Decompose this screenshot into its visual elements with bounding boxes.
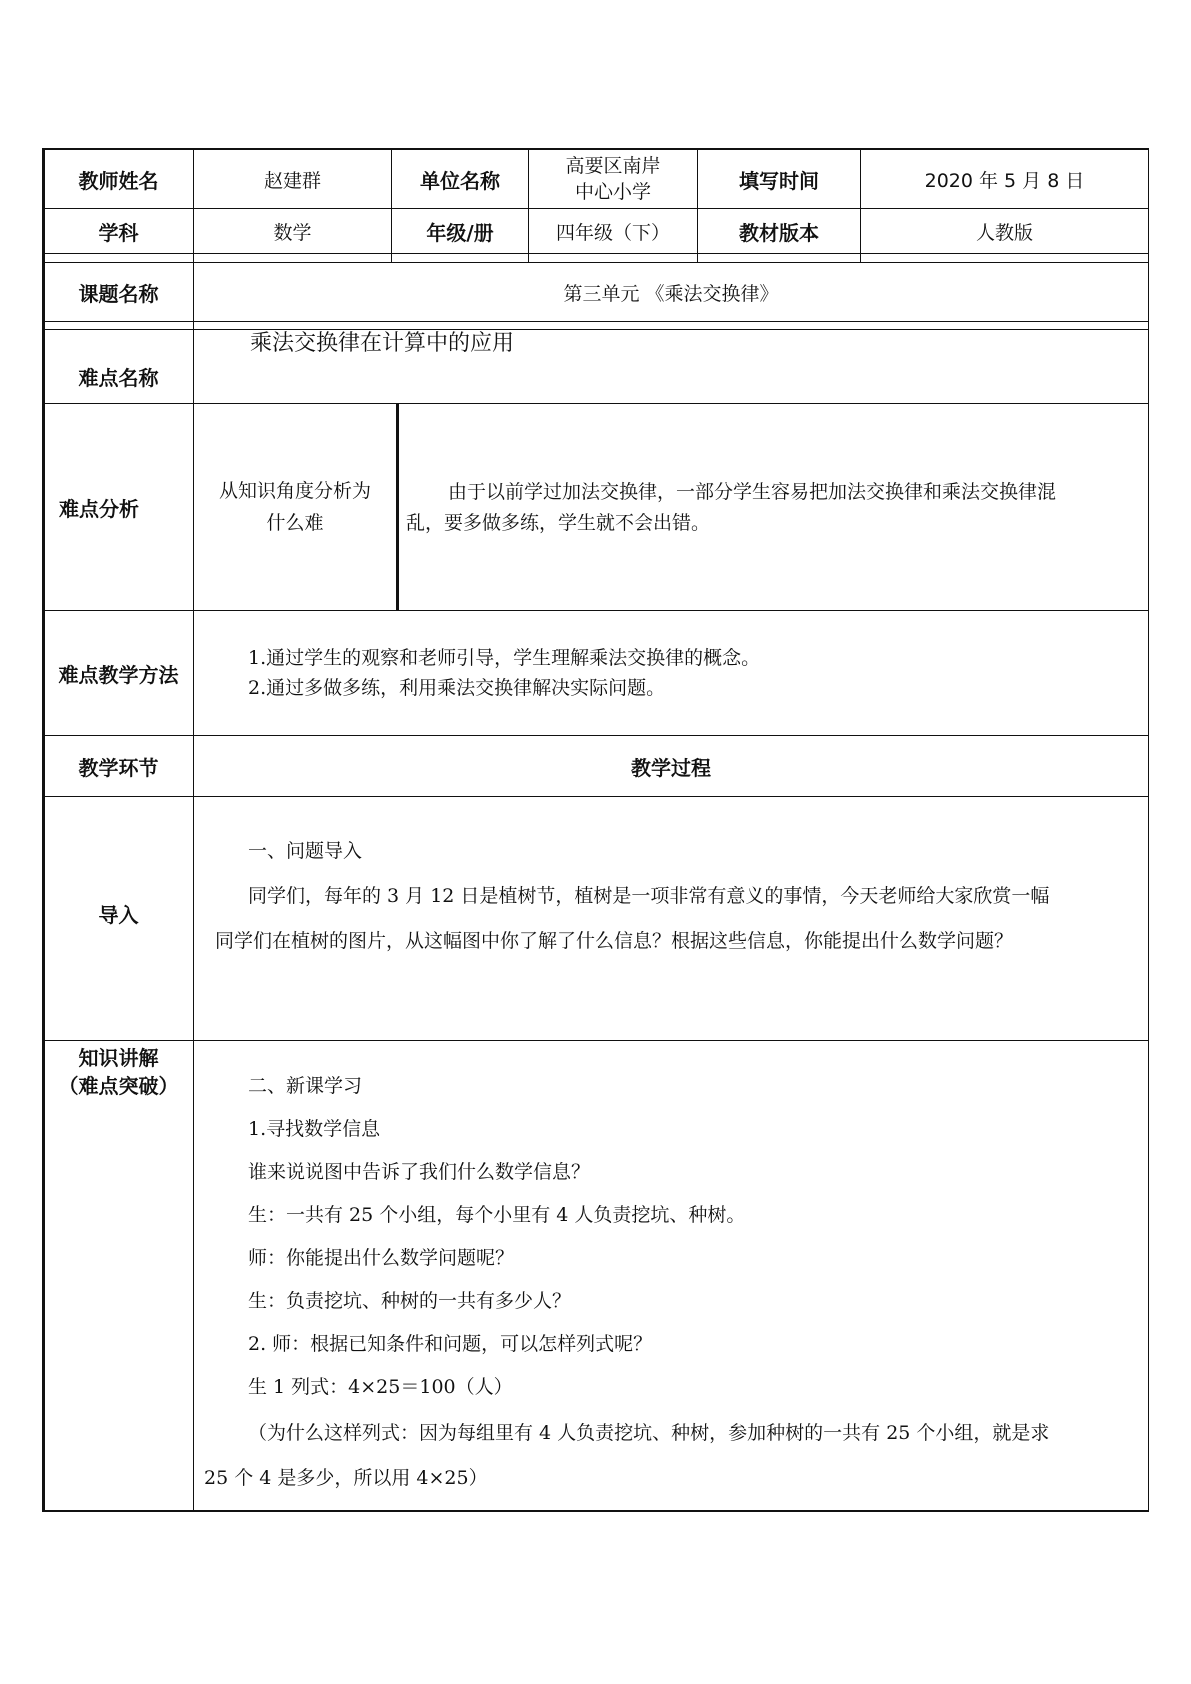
unit-name-label: 单位名称: [420, 168, 500, 193]
teacher-name-value: 赵建群: [263, 169, 321, 192]
analysis-sublabel-line1: 从知识角度分析为: [218, 480, 371, 502]
knowledge-line: 1.寻找数学信息: [248, 1118, 381, 1140]
analysis-sublabel-line2: 什么难: [266, 512, 324, 534]
intro-line1: 一、问题导入: [248, 840, 363, 862]
knowledge-line: 谁来说说图中告诉了我们什么数学信息？: [248, 1161, 591, 1183]
method-line2: 2.通过多做多练，利用乘法交换律解决实际问题。: [248, 677, 666, 699]
row-divider: [42, 1040, 1149, 1041]
knowledge-line: 生：负责挖坑、种树的一共有多少人？: [248, 1290, 572, 1312]
stage-header: 教学环节: [78, 755, 159, 780]
table-border-bottom: [42, 1510, 1149, 1512]
grade-value: 四年级（下）: [555, 221, 670, 244]
label-column-divider: [193, 148, 194, 1511]
subject-label: 学科: [98, 220, 139, 245]
knowledge-line: 2. 师：根据已知条件和问题，可以怎样列式呢？: [248, 1333, 653, 1355]
unit-name-line2: 中心小学: [574, 181, 651, 203]
unit-name-line1: 高要区南岸: [565, 155, 661, 177]
knowledge-note-line1: （为什么这样列式：因为每组里有 4 人负责挖坑、种树，参加种树的一共有 25 个小组，就是求: [248, 1422, 1050, 1444]
row-divider: [42, 321, 1149, 322]
analysis-text-line2: 乱，要多做多练，学生就不会出错。: [406, 512, 711, 534]
knowledge-line: 二、新课学习: [248, 1075, 363, 1097]
knowledge-line: 生 1 列式：4×25＝100（人）: [248, 1376, 513, 1398]
teacher-name-label: 教师姓名: [78, 168, 159, 193]
row-divider: [42, 329, 1149, 330]
topic-value: 第三单元 《乘法交换律》: [563, 282, 779, 305]
knowledge-line: 师：你能提出什么数学问题呢？: [248, 1247, 515, 1269]
process-header: 教学过程: [631, 755, 711, 780]
knowledge-line: 生：一共有 25 个小组，每个小里有 4 人负责挖坑、种树。: [248, 1204, 746, 1226]
edition-value: 人教版: [975, 221, 1033, 244]
row-divider: [42, 796, 1149, 797]
analysis-divider: [396, 403, 399, 610]
fill-date-label: 填写时间: [739, 168, 819, 193]
fill-date-value: 2020 年 5 月 8 日: [924, 169, 1085, 192]
subject-value: 数学: [273, 221, 312, 244]
intro-line2: 同学们，每年的 3 月 12 日是植树节，植树是一项非常有意义的事情，今天老师给大家欣赏一幅: [248, 885, 1050, 907]
analysis-sublabel: [196, 404, 394, 610]
method-line1: 1.通过学生的观察和老师引导，学生理解乘法交换律的概念。: [248, 647, 761, 669]
analysis-label: 难点分析: [59, 496, 139, 521]
edition-label: 教材版本: [739, 220, 819, 245]
knowledge-note-line2: 25 个 4 是多少，所以用 4×25）: [204, 1467, 488, 1489]
knowledge-label: [44, 1042, 193, 1102]
topic-label: 课题名称: [78, 281, 159, 306]
knowledge-label-line2: （难点突破）: [58, 1074, 179, 1098]
intro-label: 导入: [98, 903, 139, 927]
grade-label: 年级/册: [426, 220, 494, 245]
unit-name-value: [529, 150, 697, 208]
method-label: 难点教学方法: [58, 662, 179, 687]
difficulty-value: 乘法交换律在计算中的应用: [250, 331, 515, 356]
analysis-text-line1: 由于以前学过加法交换律，一部分学生容易把加法交换律和乘法交换律混: [448, 481, 1057, 503]
intro-line3: 同学们在植树的图片，从这幅图中你了解了什么信息？根据这些信息，你能提出什么数学问题？: [215, 930, 1014, 952]
knowledge-label-line1: 知识讲解: [78, 1046, 159, 1070]
row-divider: [42, 610, 1149, 611]
table-border-right: [1148, 148, 1149, 1511]
row-divider: [42, 253, 1149, 254]
difficulty-label: 难点名称: [78, 366, 159, 390]
